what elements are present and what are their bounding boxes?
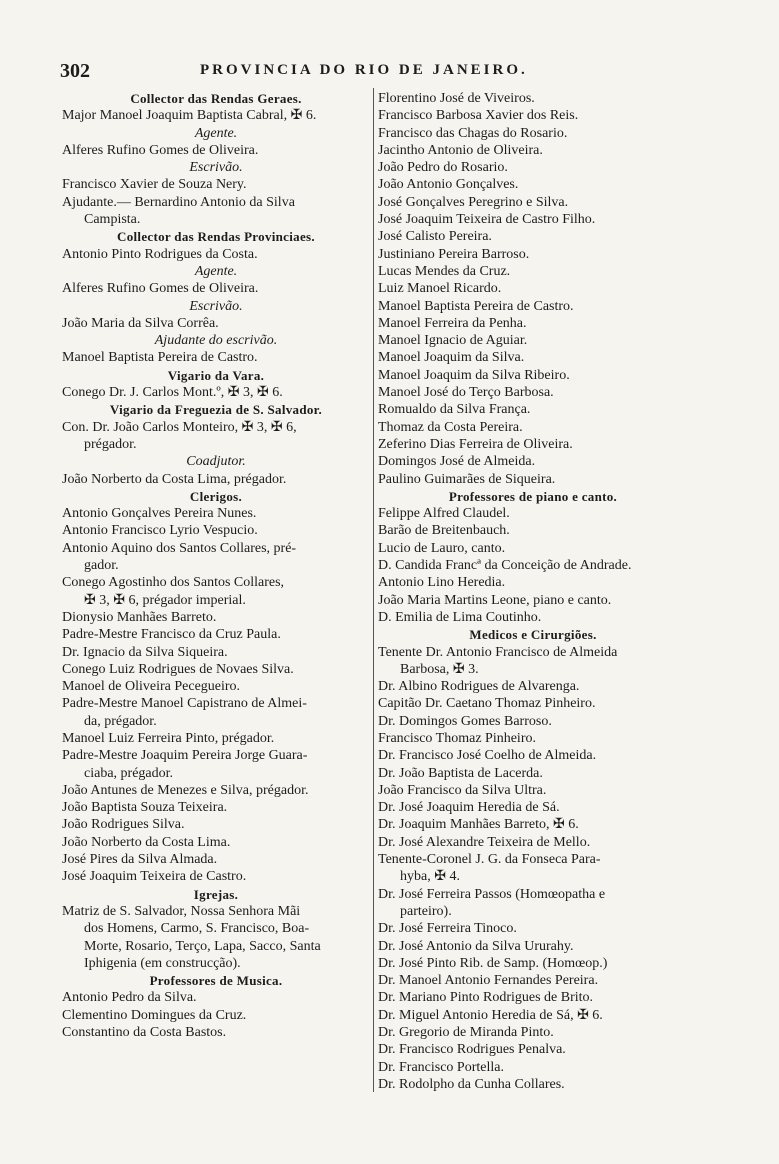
list-entry: Thomaz da Costa Pereira.	[378, 419, 523, 435]
section-heading: Collector das Rendas Geraes.	[130, 91, 302, 106]
section-heading: Professores de piano e canto.	[448, 488, 618, 504]
list-entry: Morte, Rosario, Terço, Lapa, Sacco, Santa	[84, 938, 321, 954]
list-entry: Antonio Lino Heredia.	[378, 575, 506, 591]
list-entry: Francisco Barbosa Xavier dos Reis.	[378, 108, 579, 124]
section-heading: Coadjutor.	[186, 454, 246, 470]
list-entry: Francisco das Chagas do Rosario.	[378, 125, 568, 141]
list-entry: Dr. Ignacio da Silva Siqueira.	[62, 644, 228, 660]
list-entry: José Gonçalves Peregrino e Silva.	[378, 194, 569, 210]
list-entry: Manoel Luiz Ferreira Pinto, prégador.	[62, 730, 275, 746]
list-entry: hyba, ✠ 4.	[400, 869, 460, 885]
list-entry: João Maria da Silva Corrêa.	[62, 315, 219, 331]
list-entry: prégador.	[84, 436, 137, 452]
list-entry: Manoel Joaquim da Silva Ribeiro.	[378, 367, 570, 383]
list-entry: Capitão Dr. Caetano Thomaz Pinheiro.	[378, 696, 596, 712]
list-entry: João Norberto da Costa Lima, prégador.	[62, 471, 287, 487]
section-heading: Collector das Rendas Provinciaes.	[117, 229, 315, 245]
section-heading: Escrivão.	[189, 160, 243, 176]
list-entry: ciaba, prégador.	[84, 765, 174, 781]
list-entry: Zeferino Dias Ferreira de Oliveira.	[378, 436, 573, 452]
list-entry: Padre-Mestre Francisco da Cruz Paula.	[62, 627, 281, 643]
list-entry: Manoel de Oliveira Pecegueiro.	[62, 679, 241, 695]
list-entry: Con. Dr. João Carlos Monteiro, ✠ 3, ✠ 6,	[62, 419, 297, 435]
list-entry: João Norberto da Costa Lima.	[62, 834, 231, 850]
list-entry: João Pedro do Rosario.	[378, 160, 508, 176]
list-entry: José Calisto Pereira.	[378, 229, 492, 245]
list-entry: Antonio Pedro da Silva.	[62, 990, 197, 1006]
list-entry: Tenente Dr. Antonio Francisco de Almeida	[378, 644, 618, 660]
list-entry: Barão de Breitenbauch.	[378, 523, 510, 539]
section-heading: Ajudante do escrivão.	[154, 333, 278, 349]
list-entry: Dr. José Alexandre Teixeira de Mello.	[378, 834, 591, 850]
section-heading: Agente.	[194, 125, 238, 141]
list-entry: Constantino da Costa Bastos.	[62, 1025, 227, 1041]
list-entry: ✠ 3, ✠ 6, prégador imperial.	[84, 592, 246, 608]
list-entry: Domingos José de Almeida.	[378, 454, 536, 470]
list-entry: Manoel Joaquim da Silva.	[378, 350, 525, 366]
list-entry: José Joaquim Teixeira de Castro.	[62, 869, 247, 885]
list-entry: Manoel Baptista Pereira de Castro.	[62, 350, 258, 366]
list-entry: Luiz Manoel Ricardo.	[378, 281, 502, 297]
right-column	[378, 90, 688, 1093]
page-header	[60, 60, 730, 84]
list-entry: Manoel Ferreira da Penha.	[378, 315, 527, 331]
list-entry: Dr. José Ferreira Tinoco.	[378, 921, 517, 937]
list-entry: Romualdo da Silva França.	[378, 402, 531, 418]
list-entry: Dr. Francisco Portella.	[378, 1059, 504, 1075]
section-heading: Vigario da Vara.	[167, 367, 265, 383]
list-entry: Conego Agostinho dos Santos Collares,	[62, 575, 285, 591]
list-entry: João Rodrigues Silva.	[62, 817, 185, 833]
list-entry: Conego Dr. J. Carlos Mont.º, ✠ 3, ✠ 6.	[62, 385, 283, 401]
list-entry: Major Manoel Joaquim Baptista Cabral, ✠ 6.	[62, 108, 317, 124]
page-number: 302	[60, 60, 90, 82]
list-entry: Dr. João Baptista de Lacerda.	[378, 765, 543, 781]
list-entry: Iphigenia (em construcção).	[84, 955, 241, 971]
list-entry: parteiro).	[400, 903, 452, 919]
list-entry: Dr. Miguel Antonio Heredia de Sá, ✠ 6.	[378, 1007, 603, 1023]
list-entry: Conego Luiz Rodrigues de Novaes Silva.	[62, 661, 294, 677]
list-entry: João Antunes de Menezes e Silva, prégador.	[62, 782, 309, 798]
list-entry: Antonio Pinto Rodrigues da Costa.	[62, 246, 258, 262]
list-entry: Felippe Alfred Claudel.	[378, 506, 510, 522]
list-entry: Dr. Manoel Antonio Fernandes Pereira.	[378, 973, 599, 989]
list-entry: Tenente-Coronel J. G. da Fonseca Para-	[378, 852, 601, 868]
list-entry: Antonio Gonçalves Pereira Nunes.	[62, 506, 257, 522]
list-entry: Padre-Mestre Manoel Capistrano de Almei-	[62, 696, 307, 712]
section-heading: Medicos e Cirurgiões.	[469, 627, 597, 643]
list-entry: João Baptista Souza Teixeira.	[62, 800, 228, 816]
list-entry: Dr. Francisco José Coelho de Almeida.	[378, 748, 597, 764]
list-entry: Antonio Francisco Lyrio Vespucio.	[62, 523, 258, 539]
list-entry: Manoel Baptista Pereira de Castro.	[378, 298, 574, 314]
list-entry: Dr. Francisco Rodrigues Penalva.	[378, 1042, 566, 1058]
list-entry: Florentino José de Viveiros.	[378, 91, 535, 106]
section-heading: Igrejas.	[193, 886, 239, 902]
list-entry: Francisco Xavier de Souza Nery.	[62, 177, 247, 193]
list-entry: Dr. Albino Rodrigues de Alvarenga.	[378, 679, 580, 695]
list-entry: Manoel Ignacio de Aguiar.	[378, 333, 528, 349]
list-entry: D. Emilia de Lima Coutinho.	[378, 609, 542, 625]
list-entry: Dr. José Ferreira Passos (Homœopatha e	[378, 886, 606, 902]
list-entry: gador.	[84, 558, 119, 574]
list-entry: Dr. José Antonio da Silva Ururahy.	[378, 938, 574, 954]
section-heading: Professores de Musica.	[149, 973, 283, 989]
running-head: PROVINCIA DO RIO DE JANEIRO.	[200, 62, 528, 78]
list-entry: Barbosa, ✠ 3.	[400, 661, 479, 677]
list-entry: Lucas Mendes da Cruz.	[378, 263, 511, 279]
list-entry: João Francisco da Silva Ultra.	[378, 782, 547, 798]
list-entry: Dr. Joaquim Manhães Barreto, ✠ 6.	[378, 817, 579, 833]
left-column	[62, 90, 370, 1041]
list-entry: Justiniano Pereira Barroso.	[378, 246, 530, 262]
column-divider	[373, 88, 374, 1092]
section-heading: Clerigos.	[189, 488, 243, 504]
section-heading: Vigario da Freguezia de S. Salvador.	[109, 402, 323, 418]
list-entry: D. Candida Francª da Conceição de Andrade.	[378, 558, 632, 574]
list-entry: Dr. Gregorio de Miranda Pinto.	[378, 1025, 554, 1041]
list-entry: Alferes Rufino Gomes de Oliveira.	[62, 142, 259, 158]
list-entry: Clementino Domingues da Cruz.	[62, 1007, 247, 1023]
list-entry: Dr. Mariano Pinto Rodrigues de Brito.	[378, 990, 594, 1006]
list-entry: Matriz de S. Salvador, Nossa Senhora Mãi	[62, 903, 301, 919]
list-entry: Jacintho Antonio de Oliveira.	[378, 142, 543, 158]
list-entry: dos Homens, Carmo, S. Francisco, Boa-	[84, 921, 310, 937]
list-entry: da, prégador.	[84, 713, 157, 729]
section-heading: Agente.	[194, 263, 238, 279]
list-entry: Padre-Mestre Joaquim Pereira Jorge Guara-	[62, 748, 308, 764]
list-entry: José Pires da Silva Almada.	[62, 852, 218, 868]
list-entry: Dr. Rodolpho da Cunha Collares.	[378, 1076, 565, 1092]
list-entry: Ajudante.— Bernardino Antonio da Silva	[62, 194, 295, 210]
list-entry: Campista.	[84, 212, 141, 228]
list-entry: Manoel José do Terço Barbosa.	[378, 385, 554, 401]
list-entry: Lucio de Lauro, canto.	[378, 540, 506, 556]
list-entry: Alferes Rufino Gomes de Oliveira.	[62, 281, 259, 297]
section-heading: Escrivão.	[189, 298, 243, 314]
list-entry: Dionysio Manhães Barreto.	[62, 609, 217, 625]
list-entry: Dr. José Joaquim Heredia de Sá.	[378, 800, 560, 816]
list-entry: Dr. José Pinto Rib. de Samp. (Homœop.)	[378, 955, 608, 971]
list-entry: João Maria Martins Leone, piano e canto.	[378, 592, 612, 608]
list-entry: Dr. Domingos Gomes Barroso.	[378, 713, 552, 729]
list-entry: José Joaquim Teixeira de Castro Filho.	[378, 212, 596, 228]
list-entry: Francisco Thomaz Pinheiro.	[378, 730, 536, 746]
list-entry: Paulino Guimarães de Siqueira.	[378, 471, 556, 487]
list-entry: Antonio Aquino dos Santos Collares, pré-	[62, 540, 297, 556]
list-entry: João Antonio Gonçalves.	[378, 177, 519, 193]
